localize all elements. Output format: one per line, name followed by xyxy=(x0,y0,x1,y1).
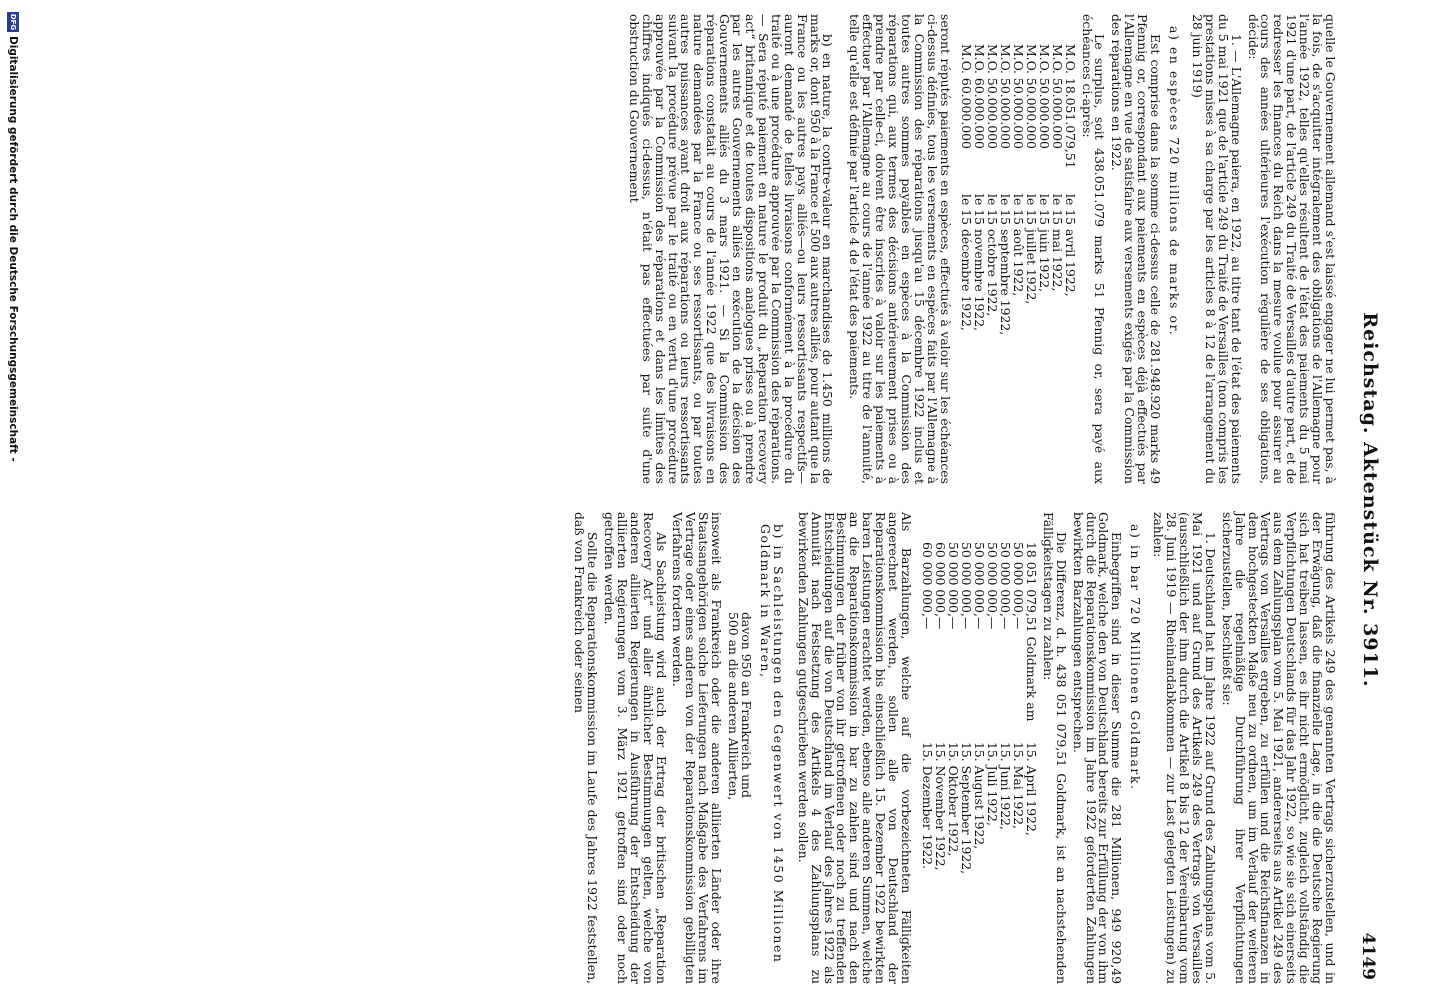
french-paragraph-1: 1. — L'Allemagne paiera, en 1922, au titre tant de l'état des paiements du 5 mai 1921 que de l'article 249 du Traité de Versailles (non compris les prestations mises à sa charge par les articles 8 à 12 de l'arrangement du 28 juin 1919) xyxy=(1189,14,1244,484)
schedule-date: 15. Dezember 1922. xyxy=(919,742,935,870)
schedule-date: le 15 juillet 1922, xyxy=(1023,194,1039,305)
schedule-date: le 15 septembre 1922, xyxy=(997,194,1013,336)
french-paragraph-a3: seront réputés paiements en espèces, effectués à valoir sur les échéances ci-dessus définies, tous les versements en espèces faits par l'Allemagne à la Commission des réparations jusqu'au 15 décembre 1922 inclus et toutes autres sommes payables en espèces à la Commission des réparations qui, aux termes des décisions antérieurement prises ou à prendre par celle-ci, doivent être inscrites à valoir sur les paiements à effectuer par l'Allemagne au cours de l'année 1922 au titre de l'annuité, telle qu'elle est définie par l'article 4 de l'état des paiements. xyxy=(847,14,953,484)
schedule-date: 15. Juli 1922, xyxy=(984,742,1000,826)
french-column xyxy=(623,14,1336,484)
schedule-date: le 15 octobre 1922, xyxy=(984,194,1000,317)
french-paragraph-a2: Le surplus, soit 438.051.079 marks 51 Pfennig or, sera payé aux échéances ci-après: xyxy=(1079,14,1108,484)
french-intro-paragraph: quelle le Gouvernement allemand s'est laissé engager ne lui permet pas, à la fois, de s'acquitter intégralement des obligations de l'Allemagne pour l'année 1922, telles qu'elles résultent de l'état des paiements du 5 mai 1921 d'une part, de l'article 249 du Traité de Versailles d'autre part, et de redresser les finances du Reich dans la mesure voulue pour assurer au cours des années ultérieures l'exécution régulière de ses obligations, décide: xyxy=(1245,14,1338,484)
schedule-amount: 50 000 000,— xyxy=(984,542,1000,630)
schedule-row xyxy=(920,542,933,984)
french-item-a: a) en espèces 720 millions de marks or. xyxy=(1167,26,1183,337)
schedule-amount: 50 000 000,— xyxy=(945,542,961,630)
schedule-date: le 15 juin 1922, xyxy=(1036,194,1052,293)
page-number: 4149 xyxy=(1358,932,1378,980)
schedule-amount: M.O. 50.000.000 xyxy=(1036,44,1052,149)
german-paragraph-b3: Sollte die Reparationskommission im Laufe des Jahres 1922 feststellen, daß von Frankreich oder seinen xyxy=(572,512,601,984)
german-item-a: a) in bar 720 Millionen Goldmark. xyxy=(1128,524,1144,791)
schedule-amount: M.O. 50.000.000 xyxy=(997,44,1013,149)
schedule-amount: 60 000 000,— xyxy=(919,542,935,630)
german-paragraph-1: 1. Deutschland hat im Jahre 1922 auf Grund des Zahlungsplans vom 5. Mai 1921 und auf Grund des Artikels 249 des Vertrags von Versailles (ausschließlich der ihm durch die Artikel 8 bis 12 der Vereinbarung vom 28. Juni 1919 — Rheinlandabkommen — zur Last gelegten Leistungen) zu zahlen: xyxy=(1151,512,1218,984)
german-item-b: b) in Sachleistungen den Gegenwert von 1450 Millionen Goldmark in Waren, xyxy=(757,524,786,964)
footer-text: Digitalisierung gefördert durch die Deutsche Forschungsgemeinschaft - xyxy=(7,36,20,462)
german-payment-schedule xyxy=(920,542,1037,984)
schedule-amount: 50 000 000,— xyxy=(958,542,974,630)
german-intro-paragraph: führung des Artikels 249 des genannten Vertrags sicherzustellen, und in der Erwägung, daß die finanzielle Lage, in die die Deutsche Regierung sich hat treiben lassen, es ihr nicht ermöglicht, zugleich vollständig die Verpflichtungen Deutschlands für das Jahr 1922, so wie sie sich einerseits aus dem Zahlungsplan vom 5. Mai 1921, andererseits aus Artikel 249 des Vertrags von Versailles ergeben, zu erfüllen und die Reichsfinanzen in dem hochgesteckten Maße neu zu ordnen, um im Verlauf der weiteren Jahre die regelmäßige Durchführung ihrer Verpflichtungen sicherzustellen, beschließt sie: xyxy=(1219,512,1338,984)
schedule-amount: M.O. 50.000.000 xyxy=(1049,44,1065,149)
schedule-date: 15. April 1922, xyxy=(1023,742,1039,836)
schedule-date: 15. August 1922, xyxy=(971,742,987,850)
french-paragraph-a1: Est comprise dans la somme ci-dessus celle de 281.948.920 marks 49 Pfennig or, correspondant aux paiements en espèces déjà effectués par l'Allemagne en vue de satisfaire aux versements exigés par la Commission des réparations en 1922. xyxy=(1109,14,1164,484)
schedule-amount: M.O. 50.000.000 xyxy=(1010,44,1026,149)
schedule-date: 15. November 1922, xyxy=(932,742,948,871)
schedule-amount: M.O. 50.000.000 xyxy=(1023,44,1039,149)
digitization-footer xyxy=(4,0,22,1000)
german-nature-line-2: 500 an die anderen Alliierten, xyxy=(726,612,742,801)
schedule-row xyxy=(959,44,972,484)
schedule-date: le 15 novembre 1922, xyxy=(971,194,987,332)
schedule-date: le 15 mai 1922, xyxy=(1049,194,1065,292)
german-nature-line-1: davon 950 an Frankreich und xyxy=(739,612,754,798)
schedule-amount: M.O. 50.000.000 xyxy=(984,44,1000,149)
page-header xyxy=(1352,20,1381,980)
schedule-amount: 50 000 000,— xyxy=(997,542,1013,630)
german-paragraph-b2: Als Sachleistung wird auch der Ertrag der britischen „Reparation Recovery Act“ und aller ähnlicher Bestimmungen gelten, welche von anderen alliierten Regierungen in Ausführung der Entscheidung der alliierten Regierungen vom 3. März 1921 getroffen sind oder noch getroffen werden. xyxy=(601,512,669,984)
dfg-logo: DFG xyxy=(9,13,17,31)
schedule-date: 15. Oktober 1922, xyxy=(945,742,961,857)
schedule-date: 15. September 1922, xyxy=(958,742,974,875)
schedule-date: 15. Mai 1922, xyxy=(1010,742,1026,830)
german-column xyxy=(568,512,1336,984)
schedule-amount: M.O. 60.000.000 xyxy=(971,44,987,149)
schedule-date: le 15 décembre 1922, xyxy=(958,194,974,331)
german-paragraph-a1: Einbegriffen sind in dieser Summe die 281 Millionen, 949 920,49 Goldmark, welche den von Deutschland bereits zur Erfüllung der von ihm durch die Reparationskommission im Jahre 1922 geforderten Zahlungen bewirkten Barzahlungen entsprechen. xyxy=(1070,512,1125,984)
schedule-amount: 50 000 000,— xyxy=(971,542,987,630)
french-payment-schedule xyxy=(959,44,1076,484)
german-paragraph-a3: Als Barzahlungen, welche auf die vorbezeichneten Fälligkeiten angerechnet werden, sollen alle von Deutschland der Reparationskommission bis einschließlich 15. Dezember 1922 bewirkten baren Leistungen erachtet werden, ebenso alle anderen Summen, welche an die Reparationskommission in bar zu zahlen sind und nach den Bestimmungen der früher von ihr getroffenen oder noch zu treffenden Entscheidungen auf die von Deutschland im Verlauf des Jahres 1922 als Annuität nach Festsetzung des Artikels 4 des Zahlungsplans zu bewirkenden Zahlungen gutgeschrieben werden sollen. xyxy=(795,512,914,984)
schedule-amount: 18 051 079,51 Goldmark am xyxy=(1023,542,1039,722)
page-title: Reichstag. Aktenstück Nr. 3911. xyxy=(1359,312,1381,688)
schedule-amount: 60 000 000,— xyxy=(932,542,948,630)
schedule-date: 15. Juni 1922, xyxy=(997,742,1013,830)
schedule-date: le 15 août 1922, xyxy=(1010,194,1026,297)
schedule-amount: 50 000 000,— xyxy=(1010,542,1026,630)
french-item-b: b) en nature, la contre-valeur en marchandises de 1.450 millions de marks or, dont 950 à la France et 500 aux autres alliés, pour autant que la France ou les autres pays alliés—ou leurs ressortissants respectifs—auront demandé de telles livraisons conformément à la procédure du traité ou à une procédure approuvée par la Commission des réparations. — Sera réputé paiement en nature le produit du „Reparation recovery act“ britannique et de toutes dispositions analogues prises ou à prendre par les autres Gouvernements alliés en exécution de la décision des Gouvernements alliés du 3 mars 1921. — Si la Commission des réparations constatait au cours de l'année 1922 que des livraisons en nature demandées par la France ou ses ressortissants, ou par toutes autres puissances ayant droit aux réparations ou leurs ressortissants suivant la procédure prévue par le traité ou en vertu d'une procédure approuvée par la Commission des réparations et dans les limites des chiffres indiqués ci-dessus, n'était pas effectuées par suite d'une obstruction du Gouvernement xyxy=(626,14,836,484)
german-paragraph-b1: insoweit als Frankreich oder die anderen alliierten Länder oder ihre Staatsangehörigen solche Lieferungen nach Maßgabe des Verfahrens im Vertrage oder eines anderen von der Reparationskommission gebilligten Verfahrens fordern werden. xyxy=(670,512,725,984)
german-paragraph-a2: Die Differenz, d. h. 438 051 079,51 Goldmark, ist an nachstehenden Fälligkeitstagen zu zahlen: xyxy=(1040,512,1069,984)
schedule-date: le 15 avril 1922, xyxy=(1062,194,1078,297)
schedule-amount: M.O. 18.051.079,51 xyxy=(1062,44,1078,169)
schedule-amount: M.O. 60.000.000 xyxy=(958,44,974,149)
